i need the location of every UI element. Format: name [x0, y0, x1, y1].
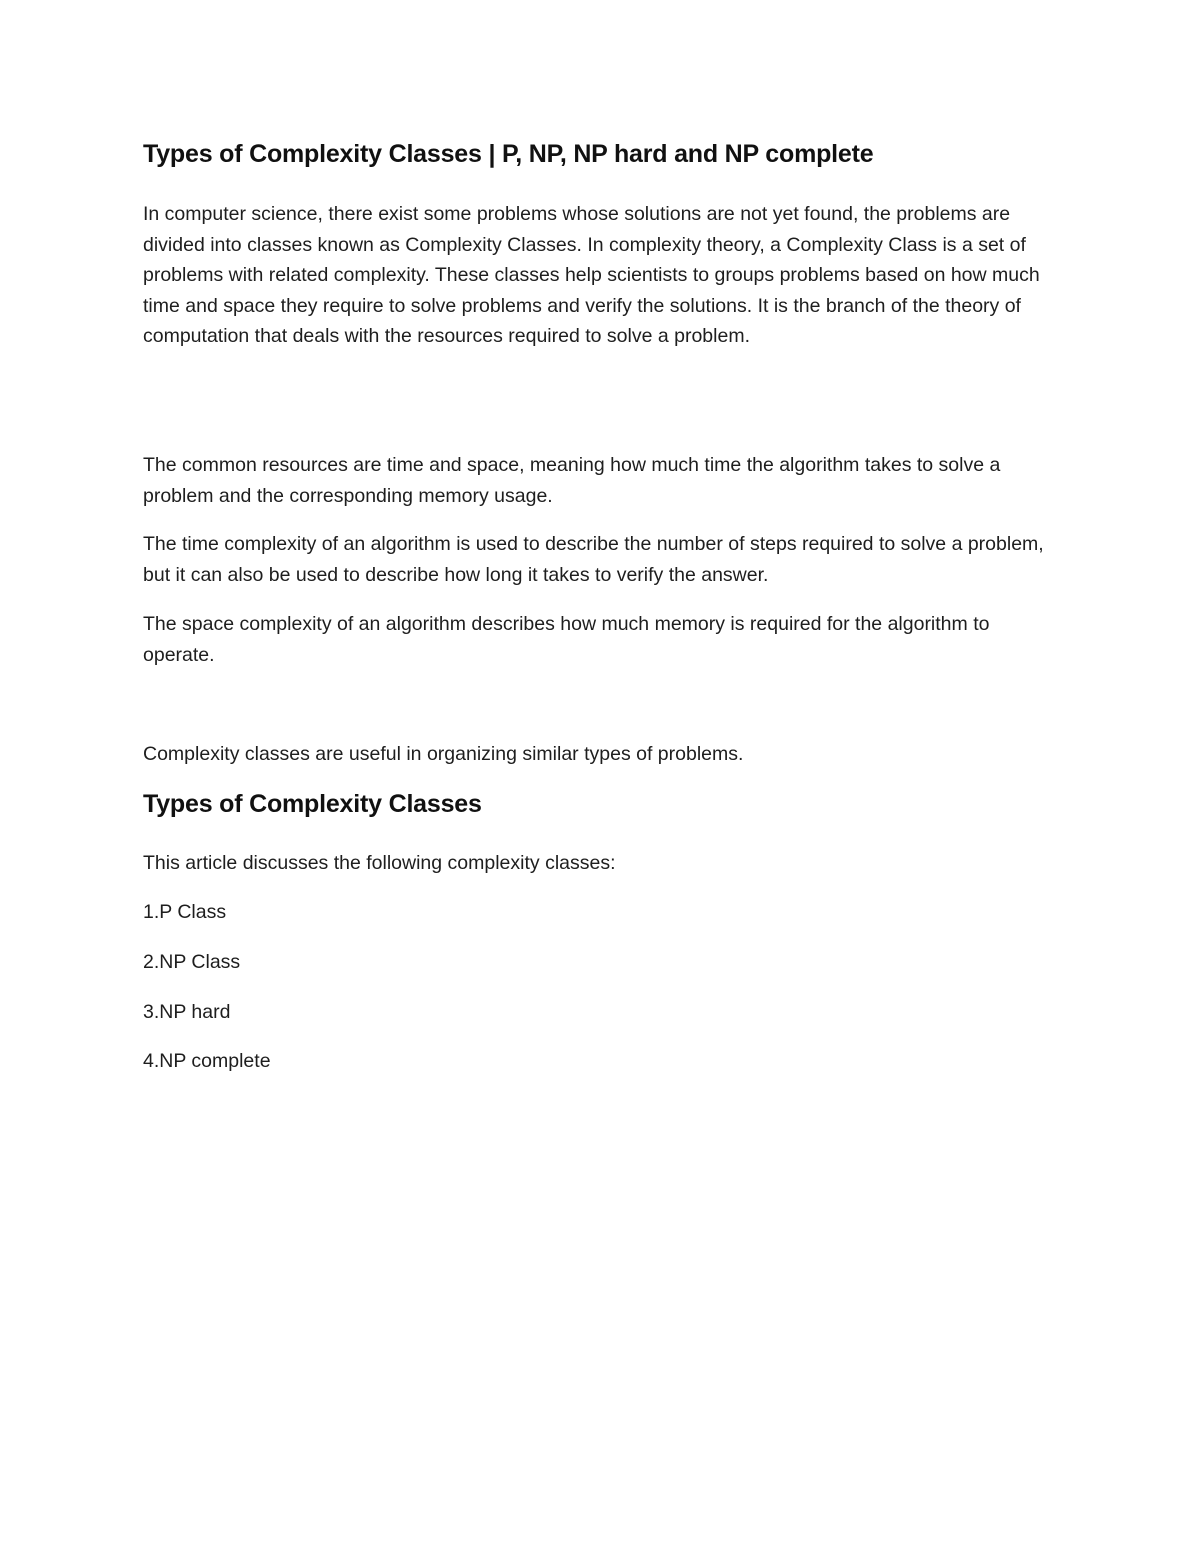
time-complexity-paragraph: The time complexity of an algorithm is used to describe the number of steps required to solve a problem, but it can also be used to describe how long it takes to verify the answer.	[143, 533, 1044, 586]
section-heading: Types of Complexity Classes	[143, 790, 482, 818]
list-item	[143, 947, 240, 977]
list-item-number: 3.	[143, 1001, 160, 1023]
resources-paragraph: The common resources are time and space, meaning how much time the algorithm takes to solve a problem and the corresponding memory usage.	[143, 454, 1001, 507]
list-item	[143, 897, 226, 927]
usefulness-paragraph: Complexity classes are useful in organizing similar types of problems.	[143, 743, 744, 765]
space-complexity-paragraph: The space complexity of an algorithm describes how much memory is required for the algorithm to operate.	[143, 613, 990, 666]
list-item-number: 2.	[143, 951, 160, 973]
section-intro-paragraph: This article discusses the following complexity classes:	[143, 852, 616, 874]
list-item	[143, 997, 230, 1027]
list-item-label: NP Class	[159, 951, 241, 973]
list-item	[143, 1046, 271, 1076]
list-item-number: 1.	[143, 901, 160, 923]
list-item-label: P Class	[159, 901, 227, 923]
list-item-label: NP hard	[159, 1001, 231, 1023]
list-item-number: 4.	[143, 1050, 160, 1072]
document-title: Types of Complexity Classes | P, NP, NP hard and NP complete	[143, 140, 874, 168]
list-item-label: NP complete	[159, 1050, 271, 1072]
intro-paragraph: In computer science, there exist some problems whose solutions are not yet found, the problems are divided into classes known as Complexity Classes. In complexity theory, a Complexity Class is a set of problems with related complexity. These classes help scientists to groups problems based on how much time and space they require to solve problems and verify the solutions. It is the branch of the theory of computation that deals with the resources required to solve a problem.	[143, 203, 1040, 347]
